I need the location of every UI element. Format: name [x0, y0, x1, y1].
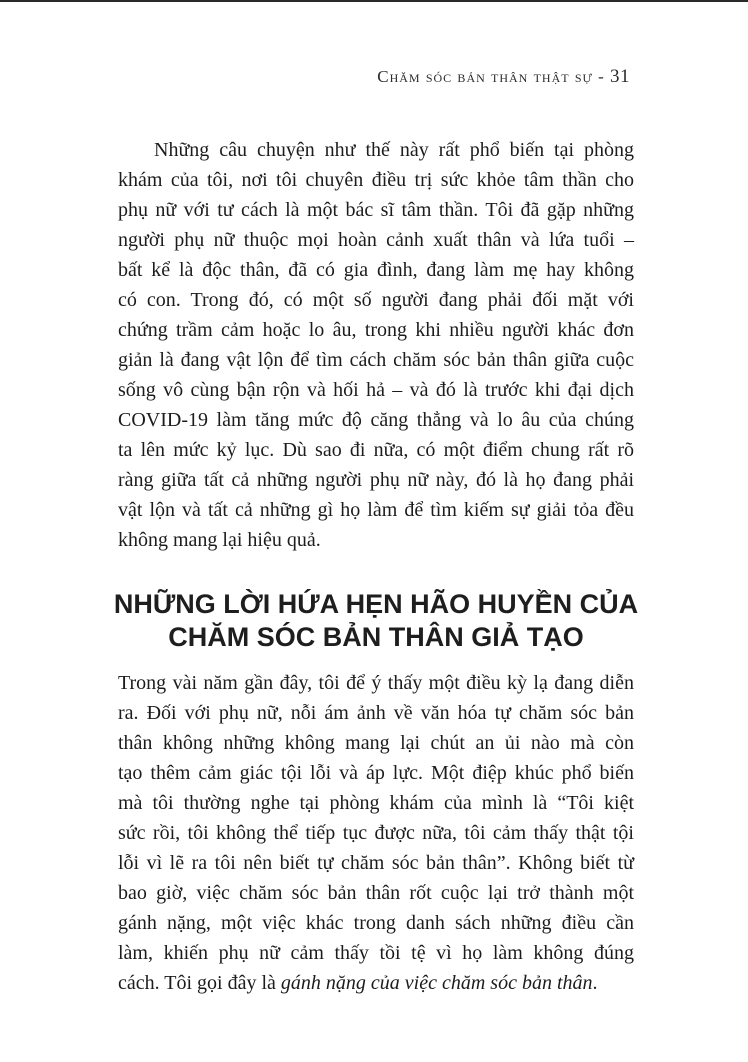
text-line: giản là đang vật lộn để tìm cách chăm sóc bản thân giữa cuộc: [118, 349, 634, 371]
text-line: sức rồi, tôi không thể tiếp tục được nữa, tôi cảm thấy thật tội: [118, 822, 634, 844]
body-paragraph-2: [118, 668, 634, 998]
text-line: khám của tôi, nơi tôi chuyên điều trị sức khỏe tâm thần cho: [118, 169, 634, 191]
running-header-title: Chăm sóc bản thân thật sự -: [377, 67, 605, 86]
text-segment: .: [592, 972, 598, 994]
text-line: COVID-19 làm tăng mức độ căng thẳng và lo âu của chúng: [118, 409, 634, 431]
text-line: ràng giữa tất cả những người phụ nữ này, đó là họ đang phải: [118, 469, 634, 491]
text-line: bao giờ, việc chăm sóc bản thân rốt cuộc lại trở thành một: [118, 882, 634, 904]
top-border-rule: [0, 0, 748, 2]
text-line-last: [118, 968, 634, 998]
text-line: bất kể là độc thân, đã có gia đình, đang làm mẹ hay không: [118, 259, 634, 281]
text-line: tạo thêm cảm giác tội lỗi và áp lực. Một điệp khúc phổ biến: [118, 762, 634, 784]
text-line: thân không những không mang lại chút an ủi nào mà còn: [118, 732, 634, 754]
text-line: Những câu chuyện như thế này rất phổ biến tại phòng: [154, 139, 634, 161]
text-segment: cách. Tôi gọi đây là: [118, 972, 281, 994]
text-line: không mang lại hiệu quả.: [118, 529, 321, 551]
text-line: phụ nữ với tư cách là một bác sĩ tâm thần. Tôi đã gặp những: [118, 199, 634, 221]
text-line: ta lên mức kỷ lục. Dù sao đi nữa, có một điểm chung rất rõ: [118, 439, 634, 461]
running-header: [377, 66, 630, 88]
text-line: làm, khiến phụ nữ cảm thấy tồi tệ vì họ làm không đúng: [118, 942, 634, 964]
text-line: ra. Đối với phụ nữ, nỗi ám ảnh về văn hóa tự chăm sóc bản: [118, 702, 634, 724]
section-heading: [80, 588, 672, 654]
text-line: có con. Trong đó, có một số người đang phải đối mặt với: [118, 289, 634, 311]
text-line: chứng trầm cảm hoặc lo âu, trong khi nhiều người khác đơn: [118, 319, 634, 341]
section-heading-line-2: CHĂM SÓC BẢN THÂN GIẢ TẠO: [168, 622, 584, 652]
text-line: gánh nặng, một việc khác trong danh sách những điều cần: [118, 912, 634, 934]
text-line: mà tôi thường nghe tại phòng khám của mình là “Tôi kiệt: [118, 792, 634, 814]
text-line: sống vô cùng bận rộn và hối hả – và đó là trước khi đại dịch: [118, 379, 634, 401]
body-paragraph-1: [118, 135, 634, 555]
text-line: người phụ nữ thuộc mọi hoàn cảnh xuất thân và lứa tuổi –: [118, 229, 634, 251]
italic-phrase: gánh nặng của việc chăm sóc bản thân: [280, 972, 593, 994]
section-heading-line-1: NHỮNG LỜI HỨA HẸN HÃO HUYỀN CỦA: [113, 589, 639, 619]
text-line: lỗi vì lẽ ra tôi nên biết tự chăm sóc bản thân”. Không biết từ: [118, 852, 634, 874]
text-line: Trong vài năm gần đây, tôi để ý thấy một điều kỳ lạ đang diễn: [118, 672, 634, 694]
text-line: vật lộn và tất cả những gì họ làm để tìm kiếm sự giải tỏa đều: [118, 499, 634, 521]
page-number: 31: [610, 66, 630, 87]
